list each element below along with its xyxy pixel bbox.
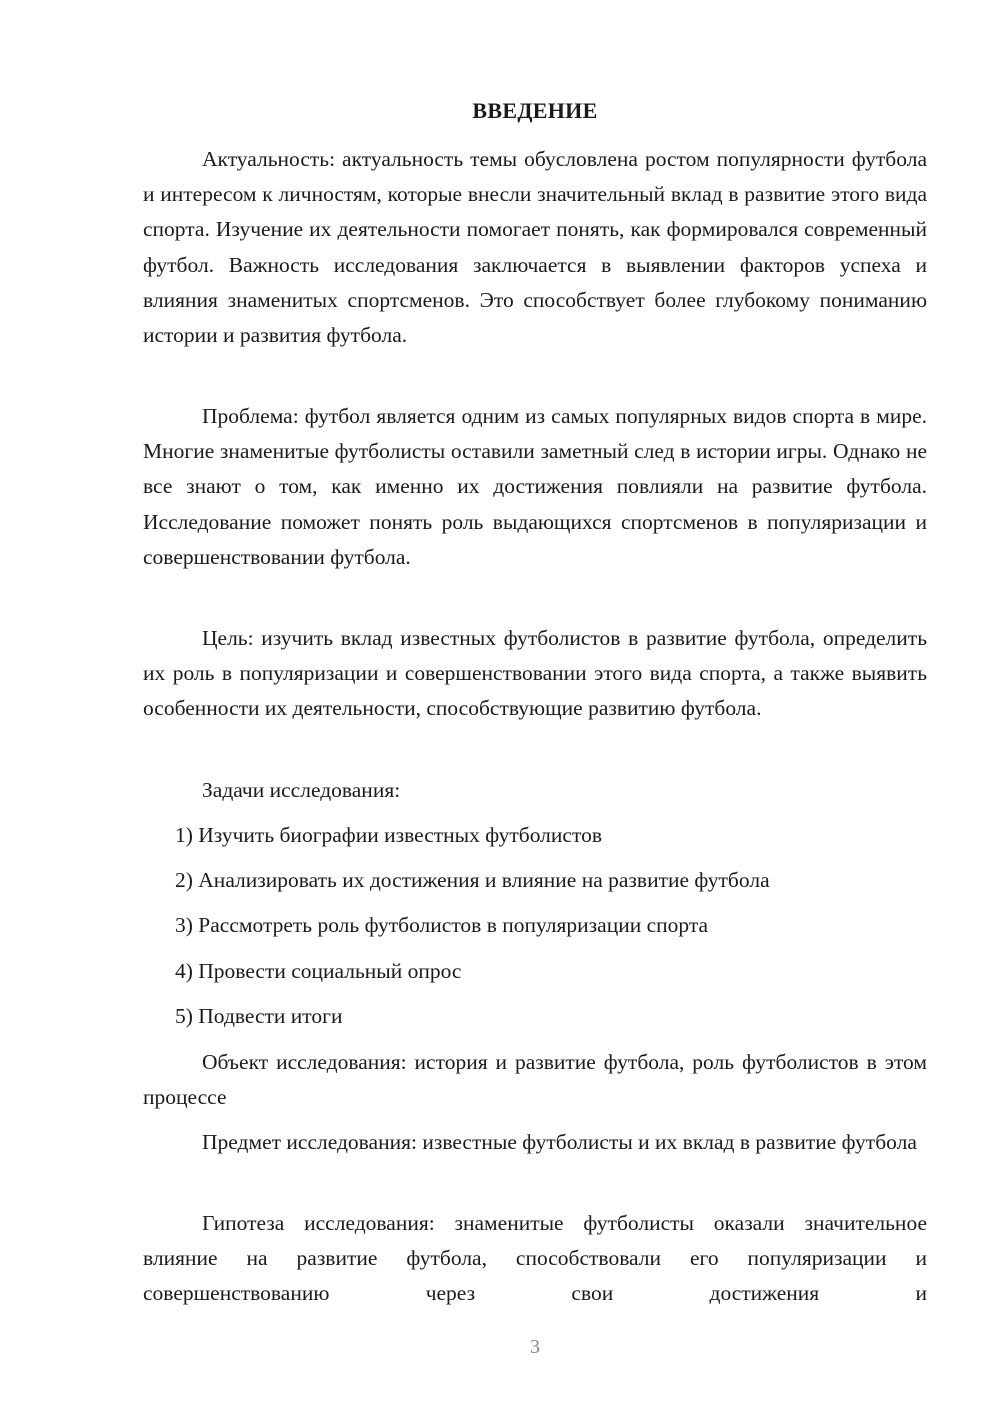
task-item: 5) Подвести итоги [175,1004,343,1028]
task-item: 4) Провести социальный опрос [175,959,462,983]
object-paragraph: Объект исследования: история и развитие футбола, роль футболистов в этом процессе [143,1050,927,1110]
subject-paragraph: Предмет исследования: известные футболисты и их вклад в развитие футбола [202,1130,917,1154]
goal-paragraph: Цель: изучить вклад известных футболистов в развитие футбола, определить их роль в популяризации и совершенствовании этого вида спорта, а также выявить особенности их деятельности, способствующие развитию футбола. [143,626,927,721]
problem-paragraph: Проблема: футбол является одним из самых популярных видов спорта в мире. Многие знаменитые футболисты оставили заметный след в истории игры. Однако не все знают о том, как именно их достижения повлияли на развитие футбола. Исследование поможет понять роль выдающихся спортсменов в популяризации и совершенствовании футбола. [143,404,927,569]
task-item: 1) Изучить биографии известных футболистов [175,823,602,847]
task-item: 3) Рассмотреть роль футболистов в популяризации спорта [175,913,709,937]
section-title: ВВЕДЕНИЕ [472,98,598,123]
relevance-paragraph: Актуальность: актуальность темы обусловлена ростом популярности футбола и интересом к личностям, которые внесли значительный вклад в развитие этого вида спорта. Изучение их деятельности помогает понять, как формировался современный футбол. Важность исследования заключается в выявлении факторов успеха и влияния знаменитых спортсменов. Это способствует более глубокому пониманию истории и развития футбола. [143,147,927,348]
hypothesis-paragraph: Гипотеза исследования: знаменитые футболисты оказали значительное влияние на развитие футбола, способствовали его популяризации и совершенствованию через свои достижения и [143,1211,927,1306]
page-number: 3 [530,1336,540,1358]
tasks-heading: Задачи исследования: [202,778,401,802]
document-page [143,0,927,1414]
task-item: 2) Анализировать их достижения и влияние на развитие футбола [175,868,770,892]
